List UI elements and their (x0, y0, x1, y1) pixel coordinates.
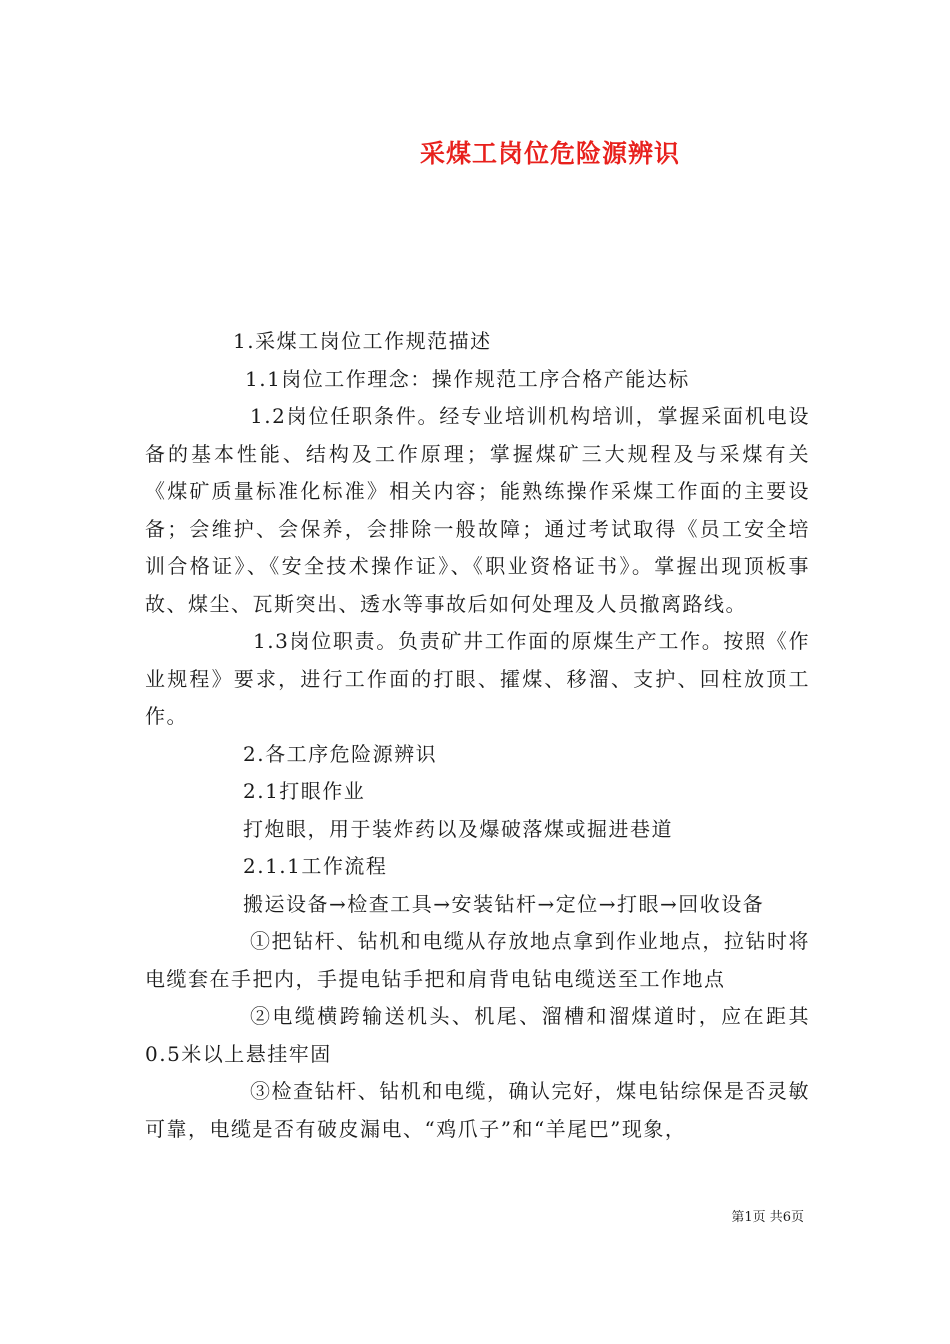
page-number: 第1页 共6页 (731, 1210, 804, 1225)
paragraph-1-1: 1.1岗位工作理念：操作规范工序合格产能达标 (245, 366, 690, 391)
workflow-line: 搬运设备→检查工具→安装钻杆→定位→打眼→回收设备 (243, 891, 765, 916)
document-body (145, 323, 810, 1148)
heading-2: 2.各工序危险源辨识 (243, 741, 438, 766)
document-title: 采煤工岗位危险源辨识 (419, 139, 680, 168)
heading-2-1-1: 2.1.1工作流程 (243, 854, 388, 878)
paragraph-1-2: 1.2岗位任职条件。经专业培训机构培训，掌握采面机电设备的基本性能、结构及工作原理；掌握煤矿三大规程及与采煤有关《煤矿质量标准化标准》相关内容；能熟练操作采煤工作面的主要设备；会维护、会保养，会排除一般故障；通过考试取得《员工安全培训合格证》、《安全技术操作证》、《职业资格证书》。掌握出现顶板事故、煤尘、瓦斯突出、透水等事故后如何处理及人员撤离路线。 (145, 404, 810, 616)
heading-1: 1.采煤工岗位工作规范描述 (233, 329, 492, 353)
paragraph-2-1-desc: 打炮眼，用于装炸药以及爆破落煤或掘进巷道 (243, 816, 673, 841)
step-3: ③检查钻杆、钻机和电缆，确认完好，煤电钻综保是否灵敏可靠，电缆是否有破皮漏电、“鸡爪子”和“羊尾巴”现象， (145, 1079, 810, 1141)
heading-2-1: 2.1打眼作业 (243, 779, 366, 803)
step-1: ①把钻杆、钻机和电缆从存放地点拿到作业地点，拉钻时将电缆套在手把内，手提电钻手把和肩背电钻电缆送至工作地点 (145, 929, 810, 991)
paragraph-1-3: 1.3岗位职责。负责矿井工作面的原煤生产工作。按照《作业规程》要求，进行工作面的打眼、攉煤、移溜、支护、回柱放顶工作。 (145, 629, 810, 728)
step-2: ②电缆横跨输送机头、机尾、溜槽和溜煤道时，应在距其0.5米以上悬挂牢固 (145, 1004, 810, 1066)
